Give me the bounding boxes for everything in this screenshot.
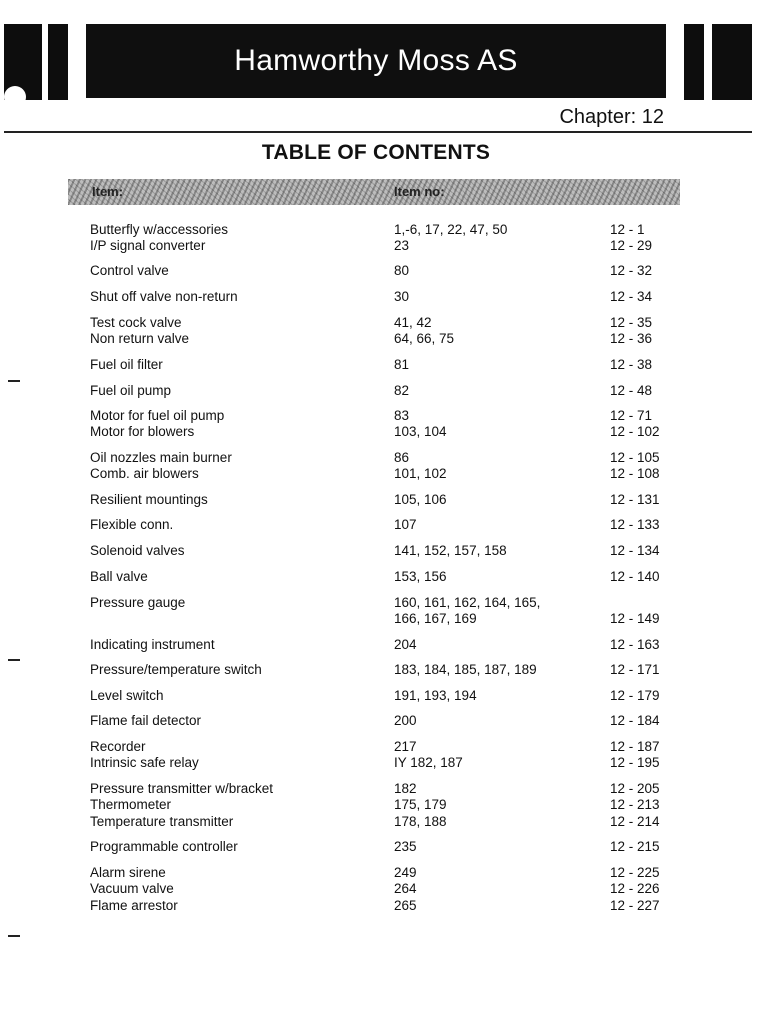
table-row: Pressure transmitter w/bracket 182 12 - 205	[90, 781, 660, 796]
table-row: Non return valve 64, 66, 75 12 - 36	[90, 331, 653, 346]
table-row: Fuel oil pump 82 12 - 48	[90, 383, 653, 398]
table-row: Resilient mountings 105, 106 12 - 131	[90, 492, 660, 507]
table-row: Flexible conn. 107 12 - 133	[90, 517, 660, 532]
table-row: 166, 167, 169 12 - 149	[394, 611, 660, 626]
header-left-stripe	[48, 24, 68, 100]
table-row: Butterfly w/accessories 1,-6, 17, 22, 47, 50 12 - 1	[90, 222, 645, 237]
table-row: Fuel oil filter 81 12 - 38	[90, 357, 653, 372]
table-row: Alarm sirene 249 12 - 225	[90, 865, 660, 880]
column-header-item: Item:	[92, 184, 124, 199]
page-title: TABLE OF CONTENTS	[261, 141, 491, 164]
table-row: Flame fail detector 200 12 - 184	[90, 713, 660, 728]
table-row: Ball valve 153, 156 12 - 140	[90, 569, 660, 584]
header-banner	[86, 24, 666, 98]
table-row: Flame arrestor 265 12 - 227	[90, 898, 660, 913]
table-row: Motor for fuel oil pump 83 12 - 71	[90, 408, 653, 423]
table-row: Indicating instrument 204 12 - 163	[90, 637, 660, 652]
table-row: Control valve 80 12 - 32	[90, 263, 653, 278]
table-row: Level switch 191, 193, 194 12 - 179	[90, 688, 660, 703]
header-right-block	[712, 24, 752, 100]
column-header-item-no: Item no:	[394, 184, 445, 199]
company-title: Hamworthy Moss AS	[234, 44, 518, 77]
table-row: Comb. air blowers 101, 102 12 - 108	[90, 466, 660, 481]
header-right-stripe	[684, 24, 704, 100]
punch-hole-mark	[4, 86, 26, 108]
table-row: Pressure/temperature switch 183, 184, 185, 187, 189 12 - 171	[90, 662, 660, 677]
table-row: Shut off valve non-return 30 12 - 34	[90, 289, 653, 304]
chapter-label: Chapter: 12	[559, 106, 664, 128]
table-row: I/P signal converter 23 12 - 29	[90, 238, 653, 253]
table-row: Oil nozzles main burner 86 12 - 105	[90, 450, 660, 465]
table-row: Programmable controller 235 12 - 215	[90, 839, 660, 854]
table-row: Motor for blowers 103, 104 12 - 102	[90, 424, 660, 439]
table-row: Test cock valve 41, 42 12 - 35	[90, 315, 653, 330]
table-row: Thermometer 175, 179 12 - 213	[90, 797, 660, 812]
table-header	[68, 179, 680, 205]
table-row: Vacuum valve 264 12 - 226	[90, 881, 660, 896]
table-row: Temperature transmitter 178, 188 12 - 214	[90, 814, 660, 829]
header-rule	[4, 131, 752, 133]
margin-mark	[8, 935, 20, 937]
table-row: Pressure gauge 160, 161, 162, 164, 165,	[90, 595, 541, 610]
margin-mark	[8, 380, 20, 382]
table-row: Recorder 217 12 - 187	[90, 739, 660, 754]
table-row: Intrinsic safe relay IY 182, 187 12 - 195	[90, 755, 660, 770]
margin-mark	[8, 659, 20, 661]
table-row: Solenoid valves 141, 152, 157, 158 12 - 134	[90, 543, 660, 558]
